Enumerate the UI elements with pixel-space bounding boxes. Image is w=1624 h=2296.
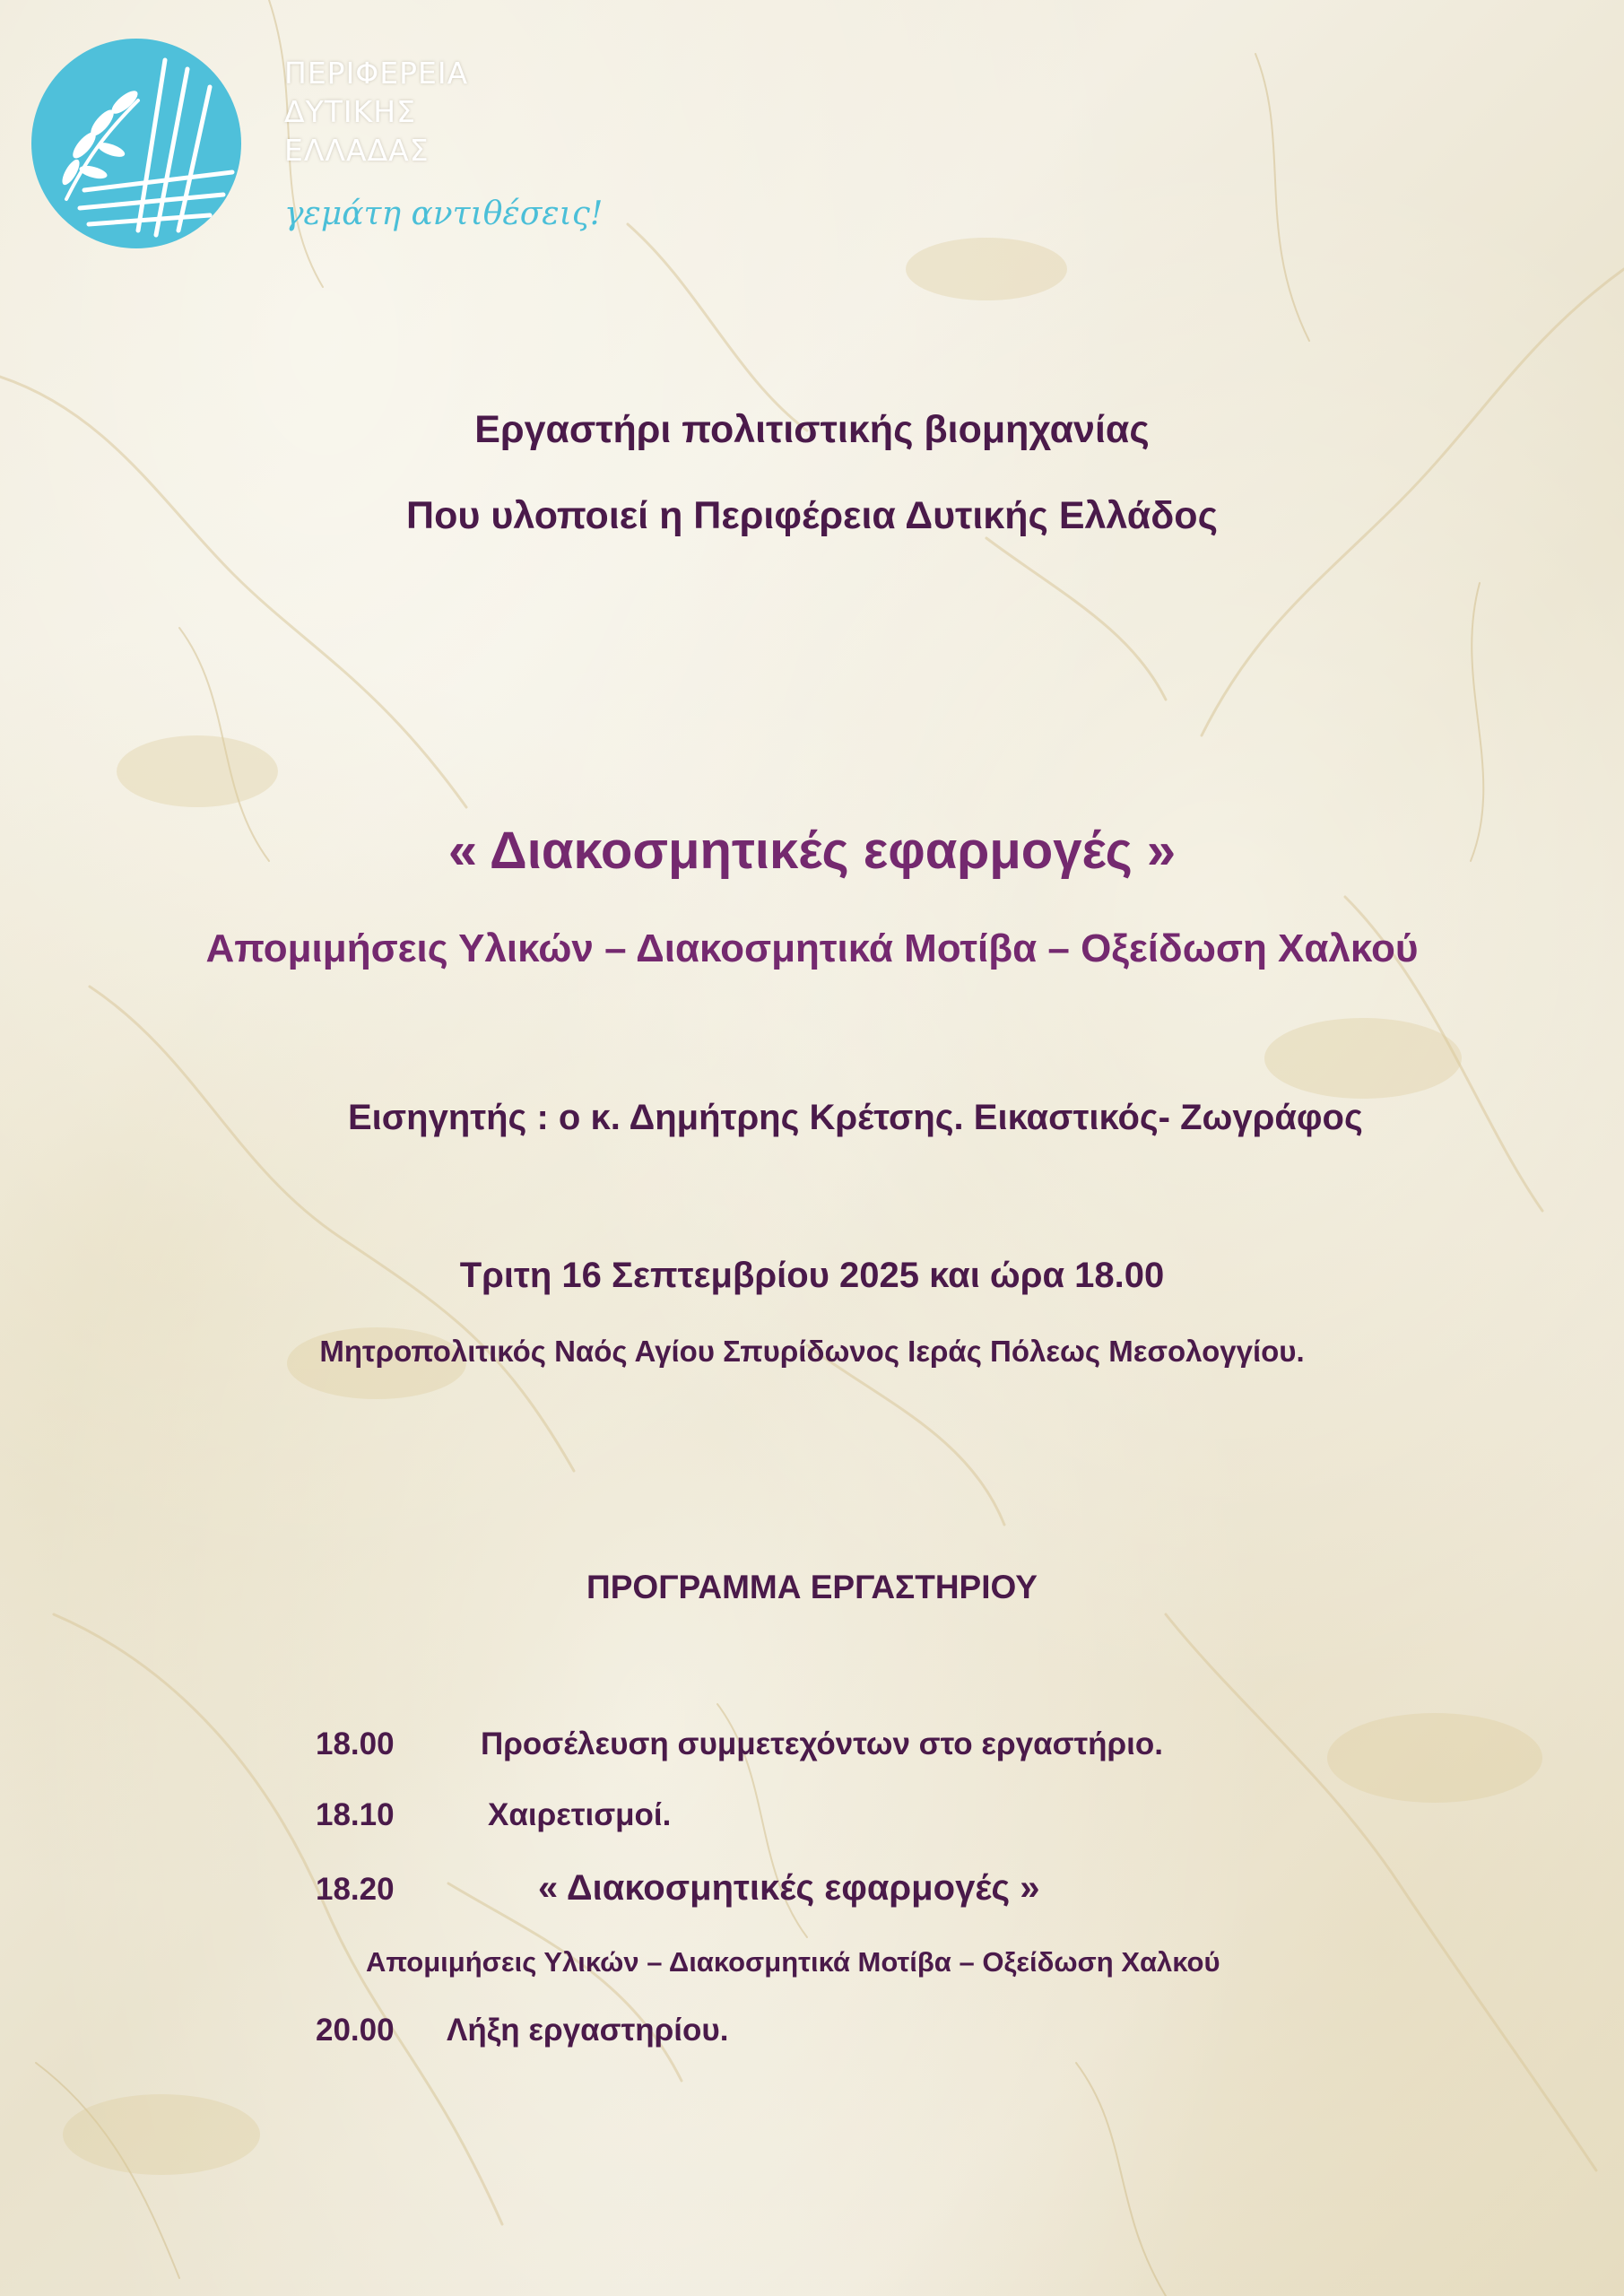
logo-wordmark xyxy=(284,54,468,170)
event-date: Τριτη 16 Σεπτεμβρίου 2025 και ώρα 18.00 xyxy=(459,1256,1165,1295)
program-item-text: Χαιρετισμοί. xyxy=(488,1797,672,1832)
olive-branch-logo-icon xyxy=(30,38,242,249)
program-item-time: 18.20 xyxy=(316,1872,395,1907)
logo-line-2: ΔΥΤΙΚΗΣ xyxy=(284,94,416,129)
program-item xyxy=(316,1868,1040,1909)
program-item xyxy=(366,1946,1220,1979)
event-venue: Μητροπολιτικός Ναός Αγίου Σπυρίδωνος Ιεράς Πόλεως Μεσολογγίου. xyxy=(319,1335,1305,1368)
program-heading: ΠΡΟΓΡΑΜΜΑ ΕΡΓΑΣΤΗΡΙΟΥ xyxy=(586,1569,1038,1605)
program-item xyxy=(316,2013,728,2048)
event-title: « Διακοσμητικές εφαρμογές » xyxy=(447,822,1177,880)
header-line-1: Εργαστήρι πολιτιστικής βιομηχανίας xyxy=(474,408,1150,451)
program-item-time: 18.00 xyxy=(316,1726,395,1761)
logo-line-1: ΠΕΡΙΦΕΡΕΙΑ xyxy=(284,56,469,91)
speaker-line: Εισηγητής : ο κ. Δημήτρης Κρέτσης. Εικαστικός- Ζωγράφος xyxy=(348,1098,1363,1137)
program-item-time: 18.10 xyxy=(316,1797,395,1832)
region-logo xyxy=(30,38,604,262)
program-item xyxy=(316,1726,1163,1762)
logo-line-3: ΕΛΛΑΔΑΣ xyxy=(284,133,430,168)
program-item-text: Λήξη εργαστηρίου. xyxy=(447,2013,729,2048)
logo-slogan: γεμάτη αντιθέσεις! xyxy=(284,196,604,232)
program-item-text: « Διακοσμητικές εφαρμογές » xyxy=(538,1868,1040,1908)
event-subtitle: Απομιμήσεις Υλικών – Διακοσμητικά Μοτίβα – Οξείδωση Χαλκού xyxy=(205,926,1419,970)
program-item-time: 20.00 xyxy=(316,2013,395,2048)
program-item xyxy=(316,1797,671,1833)
program-item-text: Προσέλευση συμμετεχόντων στο εργαστήριο. xyxy=(481,1726,1164,1761)
program-item-text: Απομιμήσεις Υλικών – Διακοσμητικά Μοτίβα – Οξείδωση Χαλκού xyxy=(366,1946,1220,1978)
header-line-2: Που υλοποιεί η Περιφέρεια Δυτικής Ελλάδος xyxy=(406,494,1218,537)
